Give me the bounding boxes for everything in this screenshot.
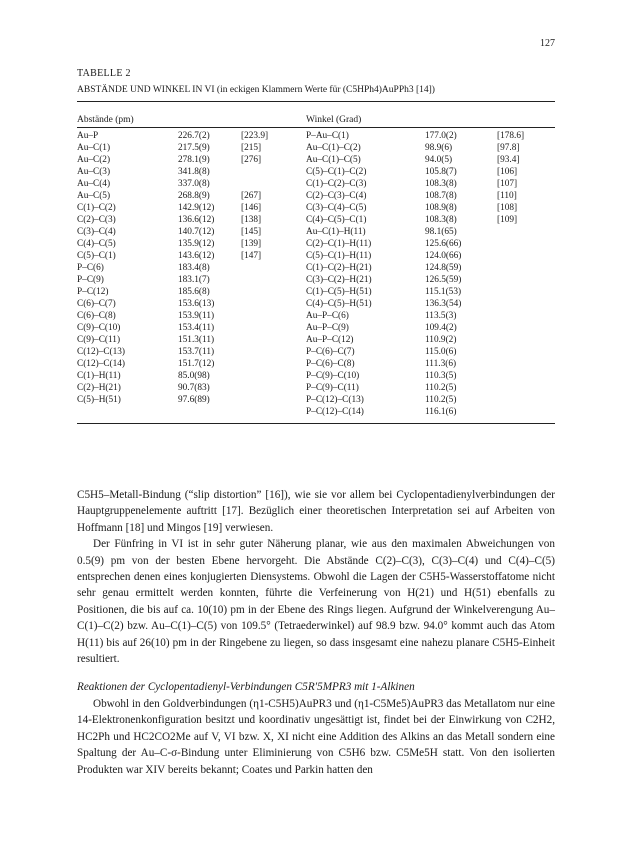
table-row (77, 190, 555, 202)
distance-value: 153.6(13) (178, 299, 215, 309)
angle-value: 111.3(6) (425, 359, 457, 369)
distance-value: 183.1(7) (178, 275, 210, 285)
table-header-distances: Abstände (pm) (77, 115, 134, 125)
distance-bond: P–C(12) (77, 287, 109, 297)
table-row (77, 322, 555, 334)
distance-value: 90.7(83) (178, 383, 210, 393)
angle-name: Au–C(1)–C(2) (306, 143, 361, 153)
angle-value: 177.0(2) (425, 131, 457, 141)
table-row (77, 298, 555, 310)
angle-value: 108.3(8) (425, 215, 457, 225)
body-text (77, 487, 555, 778)
angle-name: C(5)–C(1)–H(11) (306, 251, 372, 261)
distance-value: 278.1(9) (178, 155, 210, 165)
distance-bond: P–C(6) (77, 263, 104, 273)
table-row (77, 382, 555, 394)
table-row (77, 142, 555, 154)
angle-name: Au–C(1)–C(5) (306, 155, 361, 165)
angle-name: Au–C(1)–H(11) (306, 227, 366, 237)
distance-bond: P–C(9) (77, 275, 104, 285)
distance-bond: C(1)–H(11) (77, 371, 121, 381)
table-row (77, 226, 555, 238)
distance-reference: [276] (241, 155, 262, 165)
angle-name: C(3)–C(2)–H(21) (306, 275, 372, 285)
distance-bond: C(2)–H(21) (77, 383, 121, 393)
angle-value: 115.0(6) (425, 347, 457, 357)
angle-name: P–C(12)–C(14) (306, 407, 364, 417)
table-row (77, 238, 555, 250)
distance-reference: [267] (241, 191, 262, 201)
table-row (77, 178, 555, 190)
table-row (77, 202, 555, 214)
table-row (77, 358, 555, 370)
distance-bond: Au–C(5) (77, 191, 111, 201)
angle-value: 109.4(2) (425, 323, 457, 333)
table-row (77, 250, 555, 262)
angle-value: 98.1(65) (425, 227, 457, 237)
table-row (77, 262, 555, 274)
distance-bond: C(6)–C(7) (77, 299, 116, 309)
angle-name: C(1)–C(2)–C(3) (306, 179, 367, 189)
angle-value: 110.2(5) (425, 383, 457, 393)
distance-bond: Au–P (77, 131, 99, 141)
table-row (77, 310, 555, 322)
distance-bond: C(3)–C(4) (77, 227, 116, 237)
distance-value: 341.8(8) (178, 167, 210, 177)
distance-bond: C(6)–C(8) (77, 311, 116, 321)
angle-value: 98.9(6) (425, 143, 453, 153)
distance-value: 153.4(11) (178, 323, 215, 333)
distance-bond: C(1)–C(2) (77, 203, 116, 213)
table-row (77, 286, 555, 298)
distance-value: 153.7(11) (178, 347, 215, 357)
table-row (77, 130, 555, 142)
distance-reference: [145] (241, 227, 262, 237)
distance-bond: Au–C(4) (77, 179, 111, 189)
angle-value: 115.1(53) (425, 287, 462, 297)
distance-value: 151.7(12) (178, 359, 215, 369)
distance-bond: Au–C(1) (77, 143, 111, 153)
distance-value: 97.6(89) (178, 395, 210, 405)
distance-bond: C(5)–C(1) (77, 251, 116, 261)
angle-value: 108.7(8) (425, 191, 457, 201)
angle-name: C(4)–C(5)–C(1) (306, 215, 367, 225)
distance-bond: Au–C(3) (77, 167, 111, 177)
distance-bond: C(9)–C(10) (77, 323, 121, 333)
table-row (77, 154, 555, 166)
angle-name: C(1)–C(2)–H(21) (306, 263, 372, 273)
angle-reference: [109] (497, 215, 518, 225)
page-number: 127 (540, 38, 555, 49)
angle-value: 94.0(5) (425, 155, 453, 165)
angle-name: C(2)–C(1)–H(11) (306, 239, 372, 249)
angle-reference: [93.4] (497, 155, 520, 165)
table-header-rule (77, 127, 555, 128)
angle-value: 108.9(8) (425, 203, 457, 213)
angle-reference: [110] (497, 191, 517, 201)
distance-bond: Au–C(2) (77, 155, 111, 165)
distance-value: 136.6(12) (178, 215, 215, 225)
angle-name: C(4)–C(5)–H(51) (306, 299, 372, 309)
table-bottom-rule (77, 423, 555, 424)
angle-name: P–C(9)–C(10) (306, 371, 360, 381)
distance-value: 85.0(98) (178, 371, 210, 381)
angle-value: 110.9(2) (425, 335, 457, 345)
distance-bond: C(2)–C(3) (77, 215, 116, 225)
angle-value: 126.5(59) (425, 275, 462, 285)
angle-name: C(3)–C(4)–C(5) (306, 203, 367, 213)
angle-value: 116.1(6) (425, 407, 457, 417)
angle-value: 105.8(7) (425, 167, 457, 177)
distance-bond: C(12)–C(14) (77, 359, 126, 369)
distance-value: 185.6(8) (178, 287, 210, 297)
paragraph: C5H5–Metall-Bindung (“slip distortion” [16]), wie sie vor allem bei Cyclopentadienylverbindungen der Hauptgruppenelemente auftritt [17]. Bezüglich einer theoretischen Interpretation sei auf Arbeiten von Hoffmann [18] und Mingos [19] verwiesen. (77, 489, 555, 534)
angle-reference: [97.8] (497, 143, 520, 153)
distance-reference: [215] (241, 143, 262, 153)
angle-name: P–C(6)–C(8) (306, 359, 355, 369)
table-row (77, 394, 555, 406)
distance-value: 268.8(9) (178, 191, 210, 201)
table-top-rule (77, 101, 555, 102)
table-row (77, 346, 555, 358)
angle-name: P–C(12)–C(13) (306, 395, 364, 405)
angle-value: 136.3(54) (425, 299, 462, 309)
paragraph: Obwohl in den Goldverbindungen (η1-C5H5)AuPR3 und (η1-C5Me5)AuPR3 das Metallatom nur eine 14-Elektronenkonfiguration besitzt und koordinativ ungesättigt ist, findet bei der Einwirkung von C2H2, HC2Ph und HC2CO2Me auf V, VI bzw. X, XI nicht eine Addition des Alkins an das Metall sondern eine Spaltung der Au–C-σ-Bindung unter Eliminierung von C5H6 bzw. C5Me5H statt. Von den isolierten Produkten war XIV bereits bekannt; Coates und Parkin hatten den (77, 697, 555, 776)
distance-value: 135.9(12) (178, 239, 215, 249)
distance-reference: [146] (241, 203, 262, 213)
distance-bond: C(9)–C(11) (77, 335, 121, 345)
angle-name: Au–P–C(12) (306, 335, 354, 345)
angle-name: C(1)–C(5)–H(51) (306, 287, 372, 297)
angle-name: P–Au–C(1) (306, 131, 349, 141)
table-title: ABSTÄNDE UND WINKEL IN VI (in eckigen Klammern Werte für (C5HPh4)AuPPh3 [14]) (77, 85, 435, 95)
angle-name: Au–P–C(6) (306, 311, 349, 321)
distance-bond: C(4)–C(5) (77, 239, 116, 249)
distance-value: 153.9(11) (178, 311, 215, 321)
angle-reference: [106] (497, 167, 518, 177)
distance-value: 142.9(12) (178, 203, 215, 213)
angle-value: 124.0(66) (425, 251, 462, 261)
distance-value: 183.4(8) (178, 263, 210, 273)
distance-reference: [138] (241, 215, 262, 225)
distance-value: 217.5(9) (178, 143, 210, 153)
angle-name: P–C(6)–C(7) (306, 347, 355, 357)
angle-reference: [107] (497, 179, 518, 189)
distance-value: 226.7(2) (178, 131, 210, 141)
paragraph: Der Fünfring in VI ist in sehr guter Näherung planar, wie aus den maximalen Abweichungen von 0.5(9) pm von der besten Ebene hervorgeht. Die Abstände C(2)–C(3), C(3)–C(4) und C(4)–C(5) entsprechen denen eines konjugierten Diensystems. Obwohl die Lagen der C5H5-Wasserstoffatome nicht sehr genau ermittelt werden konnten, führte die Verfeinerung von H(21) und H(51) ebenfalls zu Positionen, die bis auf ca. 10(10) pm in der Ebene des Rings liegen. Aufgrund der Winkelverengung Au–C(1)–C(2) bzw. Au–C(1)–C(5) von 109.5° (Tetraederwinkel) auf 98.9 bzw. 94.0° kommt auch das Atom H(11) bis auf 26(10) pm in der Ringebene zu liegen, so dass insgesamt eine nahezu planare C5H5-Einheit resultiert. (77, 538, 555, 666)
distance-value: 143.6(12) (178, 251, 215, 261)
table-row (77, 166, 555, 178)
angle-name: C(5)–C(1)–C(2) (306, 167, 367, 177)
table-row (77, 406, 555, 418)
angle-value: 124.8(59) (425, 263, 462, 273)
angle-name: C(2)–C(3)–C(4) (306, 191, 367, 201)
angle-value: 110.2(5) (425, 395, 457, 405)
table-row (77, 370, 555, 382)
distance-reference: [147] (241, 251, 262, 261)
table-row (77, 334, 555, 346)
angle-reference: [108] (497, 203, 518, 213)
angle-value: 108.3(8) (425, 179, 457, 189)
distance-reference: [223.9] (241, 131, 269, 141)
table-caption: TABELLE 2 (77, 68, 131, 79)
angle-value: 125.6(66) (425, 239, 462, 249)
table-body (77, 130, 555, 418)
distance-value: 151.3(11) (178, 335, 215, 345)
angle-reference: [178.6] (497, 131, 525, 141)
distance-value: 337.0(8) (178, 179, 210, 189)
table-row (77, 214, 555, 226)
angle-value: 110.3(5) (425, 371, 457, 381)
table-row (77, 274, 555, 286)
distance-reference: [139] (241, 239, 262, 249)
distance-bond: C(5)–H(51) (77, 395, 121, 405)
distance-value: 140.7(12) (178, 227, 215, 237)
table-header-angles: Winkel (Grad) (306, 115, 362, 125)
angle-value: 113.5(3) (425, 311, 457, 321)
section-heading: Reaktionen der Cyclopentadienyl-Verbindungen C5R′5MPR3 mit 1-Alkinen (77, 681, 415, 694)
angle-name: P–C(9)–C(11) (306, 383, 359, 393)
distance-bond: C(12)–C(13) (77, 347, 126, 357)
angle-name: Au–P–C(9) (306, 323, 349, 333)
